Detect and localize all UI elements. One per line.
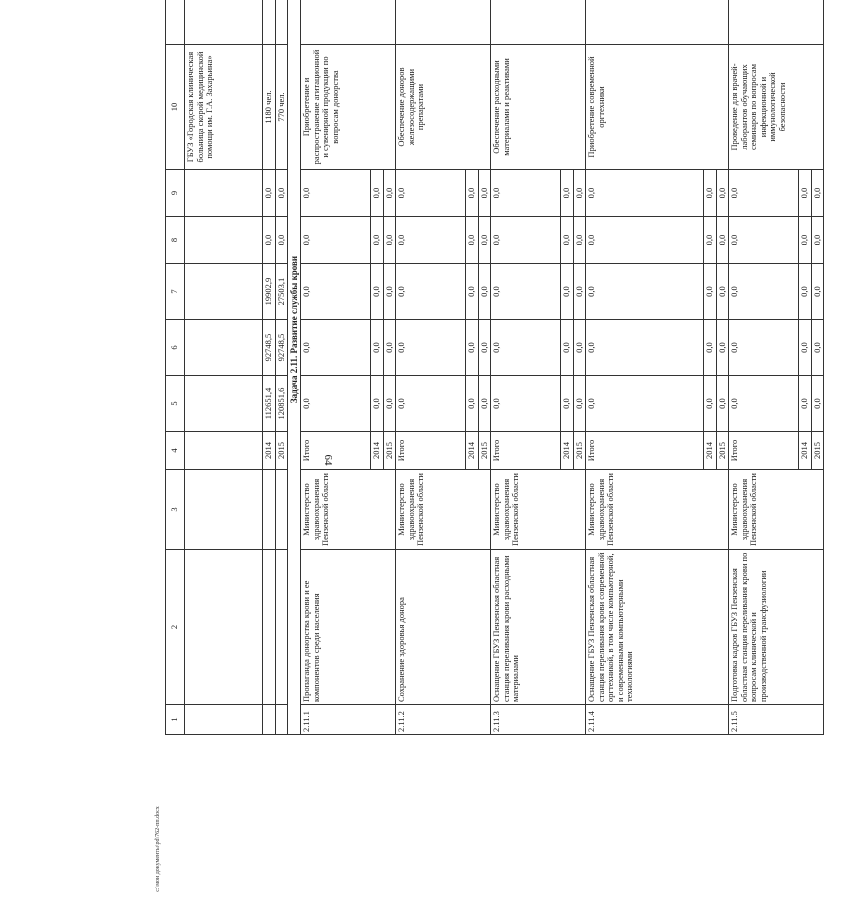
measure-number: 2.11.2 — [396, 705, 491, 735]
value-cell-v7 — [185, 264, 263, 320]
value-cell-v8: 0,0 — [729, 217, 799, 264]
measure-executor: Министерство здравоохранения Пензенской области — [586, 470, 729, 550]
measure-executor: Министерство здравоохранения Пензенской области — [491, 470, 586, 550]
measure-name: Подготовка кадров ГБУЗ Пензенская областная станция переливания крови по вопросам клинической и производственной трансфузиологии — [729, 550, 824, 705]
year-cell: Итого — [301, 432, 371, 470]
value-cell-v9: 0,0 — [383, 170, 396, 217]
measure-result: Обеспечение расходными материалами и реактивами — [491, 45, 586, 170]
table-row — [301, 0, 371, 735]
year-cell: 2015 — [275, 432, 288, 470]
value-cell-v5: 0,0 — [561, 376, 574, 432]
table-row — [396, 0, 466, 735]
year-cell: 2014 — [799, 432, 812, 470]
table-row — [729, 0, 799, 735]
year-cell: Итого — [729, 432, 799, 470]
indicator-cell — [263, 0, 276, 45]
value-cell-v6: 0,0 — [491, 320, 561, 376]
executor-cell — [275, 470, 288, 550]
measure-name: Оснащение ГБУЗ Пензенская областная станция переливания крови расходными материалами — [491, 550, 586, 705]
rotated-table-container — [165, 0, 822, 735]
value-cell-v8: 0,0 — [301, 217, 371, 264]
value-cell-v8: 0,0 — [396, 217, 466, 264]
value-cell-v8: 0,0 — [704, 217, 717, 264]
value-cell-v8: 0,0 — [478, 217, 491, 264]
value-cell-v9: 0,0 — [586, 170, 704, 217]
value-cell-v9: 0,0 — [811, 170, 824, 217]
table-row — [263, 0, 276, 735]
measure-executor: Министерство здравоохранения Пензенской области — [396, 470, 491, 550]
result-cell: 770 чел. — [275, 45, 288, 170]
value-cell-v6: 0,0 — [383, 320, 396, 376]
measure-indicator — [729, 0, 824, 45]
value-cell-v9: 0,0 — [371, 170, 384, 217]
value-cell-v5: 112651,4 — [263, 376, 276, 432]
table-row — [185, 0, 263, 735]
year-cell: Итого — [586, 432, 704, 470]
value-cell-v9: 0,0 — [716, 170, 729, 217]
value-cell-v5: 0,0 — [491, 376, 561, 432]
value-cell-v9 — [185, 170, 263, 217]
result-cell: ГБУЗ «Городская клиническая больница скорой медицинской помощи им. Г.А. Захарьина» — [185, 45, 263, 170]
value-cell-v8: 0,0 — [466, 217, 479, 264]
table-row — [275, 0, 288, 735]
program-table — [165, 0, 824, 735]
year-cell: Итого — [491, 432, 561, 470]
value-cell-v7: 0,0 — [478, 264, 491, 320]
value-cell-v5: 0,0 — [301, 376, 371, 432]
name-cell — [263, 550, 276, 705]
value-cell-v9: 0,0 — [301, 170, 371, 217]
value-cell-v9: 0,0 — [466, 170, 479, 217]
value-cell-v5 — [185, 376, 263, 432]
year-cell: 2014 — [263, 432, 276, 470]
file-path-footer: c:\мои документы\pd\762-пп.docx — [155, 806, 161, 892]
column-number-4: 4 — [166, 432, 185, 470]
value-cell-v5: 0,0 — [586, 376, 704, 432]
value-cell-v6: 0,0 — [478, 320, 491, 376]
column-number-5: 5 — [166, 376, 185, 432]
year-cell: 2015 — [716, 432, 729, 470]
value-cell-v7: 0,0 — [716, 264, 729, 320]
column-number-3: 3 — [166, 470, 185, 550]
year-cell: Итого — [396, 432, 466, 470]
value-cell-v6: 0,0 — [396, 320, 466, 376]
value-cell-v6: 0,0 — [371, 320, 384, 376]
value-cell-v6: 0,0 — [704, 320, 717, 376]
value-cell-v6: 0,0 — [466, 320, 479, 376]
value-cell-v8: 0,0 — [383, 217, 396, 264]
value-cell-v9: 0,0 — [263, 170, 276, 217]
measure-name: Оснащение ГБУЗ Пензенская областная станция переливания крови современной оргтехникой, в том числе компьютерной, и современными компьютерными технологиями — [586, 550, 729, 705]
value-cell-v6: 92748,5 — [263, 320, 276, 376]
table-body — [185, 0, 824, 735]
table-row — [586, 0, 704, 735]
value-cell-v6: 92748,5 — [275, 320, 288, 376]
value-cell-v9: 0,0 — [799, 170, 812, 217]
value-cell-v8 — [185, 217, 263, 264]
measure-number: 2.11.4 — [586, 705, 729, 735]
value-cell-v8: 0,0 — [263, 217, 276, 264]
measure-executor: Министерство здравоохранения Пензенской области — [729, 470, 824, 550]
value-cell-v9: 0,0 — [478, 170, 491, 217]
value-cell-v7: 0,0 — [573, 264, 586, 320]
year-cell: 2014 — [466, 432, 479, 470]
number-cell — [185, 705, 263, 735]
measure-indicator — [491, 0, 586, 45]
value-cell-v8: 0,0 — [491, 217, 561, 264]
column-number-row — [166, 0, 185, 735]
year-cell: 2015 — [478, 432, 491, 470]
result-cell: 1180 чел. — [263, 45, 276, 170]
measure-indicator — [586, 0, 729, 45]
value-cell-v9: 0,0 — [729, 170, 799, 217]
task-title: Задача 2.11. Развитие службы крови — [288, 0, 301, 735]
value-cell-v5: 0,0 — [396, 376, 466, 432]
column-number-1: 1 — [166, 705, 185, 735]
value-cell-v6: 0,0 — [716, 320, 729, 376]
measure-name: Сохранение здоровья донора — [396, 550, 491, 705]
value-cell-v6: 0,0 — [561, 320, 574, 376]
value-cell-v6: 0,0 — [799, 320, 812, 376]
value-cell-v5: 0,0 — [799, 376, 812, 432]
measure-number: 2.11.3 — [491, 705, 586, 735]
column-number-10: 10 — [166, 45, 185, 170]
value-cell-v7: 0,0 — [811, 264, 824, 320]
value-cell-v7: 19902,9 — [263, 264, 276, 320]
page-number: 64 — [322, 454, 334, 466]
value-cell-v5: 120851,6 — [275, 376, 288, 432]
indicator-cell — [275, 0, 288, 45]
value-cell-v8: 0,0 — [799, 217, 812, 264]
value-cell-v7: 0,0 — [586, 264, 704, 320]
column-number-9: 9 — [166, 170, 185, 217]
value-cell-v9: 0,0 — [561, 170, 574, 217]
value-cell-v5: 0,0 — [704, 376, 717, 432]
value-cell-v5: 0,0 — [478, 376, 491, 432]
value-cell-v9: 0,0 — [275, 170, 288, 217]
column-number-7: 7 — [166, 264, 185, 320]
year-cell: 2015 — [573, 432, 586, 470]
measure-name: Пропаганда донорства крови и ее компонентов среди населения — [301, 550, 396, 705]
year-cell: 2014 — [371, 432, 384, 470]
value-cell-v7: 0,0 — [466, 264, 479, 320]
number-cell — [263, 705, 276, 735]
value-cell-v9: 0,0 — [704, 170, 717, 217]
measure-result: Обеспечение доноров железосодержащими препаратами — [396, 45, 491, 170]
value-cell-v7: 0,0 — [383, 264, 396, 320]
value-cell-v9: 0,0 — [491, 170, 561, 217]
value-cell-v5: 0,0 — [716, 376, 729, 432]
value-cell-v7: 0,0 — [396, 264, 466, 320]
value-cell-v5: 0,0 — [729, 376, 799, 432]
year-cell: 2015 — [811, 432, 824, 470]
value-cell-v5: 0,0 — [371, 376, 384, 432]
measure-result: Проведение для врачей-лаборантов обучающих семинаров по вопросам инфекционной и иммунологической безопасности — [729, 45, 824, 170]
table-row — [491, 0, 561, 735]
executor-cell — [263, 470, 276, 550]
year-cell — [185, 432, 263, 470]
rotated-table-wrapper — [50, 40, 860, 732]
column-number-11 — [166, 0, 185, 45]
value-cell-v7: 0,0 — [561, 264, 574, 320]
value-cell-v6: 0,0 — [811, 320, 824, 376]
value-cell-v9: 0,0 — [396, 170, 466, 217]
value-cell-v7: 0,0 — [301, 264, 371, 320]
value-cell-v7: 0,0 — [704, 264, 717, 320]
value-cell-v8: 0,0 — [275, 217, 288, 264]
value-cell-v8: 0,0 — [371, 217, 384, 264]
name-cell — [275, 550, 288, 705]
indicator-cell — [185, 0, 263, 45]
measure-result: Приобретение и распространение агитационной и сувенирной продукции по вопросам донорства — [301, 45, 396, 170]
measure-indicator — [396, 0, 491, 45]
task-row — [288, 0, 301, 735]
value-cell-v5: 0,0 — [383, 376, 396, 432]
value-cell-v8: 0,0 — [561, 217, 574, 264]
executor-cell — [185, 470, 263, 550]
value-cell-v8: 0,0 — [811, 217, 824, 264]
value-cell-v6: 0,0 — [586, 320, 704, 376]
measure-number: 2.11.1 — [301, 705, 396, 735]
value-cell-v7: 0,0 — [491, 264, 561, 320]
value-cell-v8: 0,0 — [586, 217, 704, 264]
value-cell-v5: 0,0 — [573, 376, 586, 432]
value-cell-v5: 0,0 — [466, 376, 479, 432]
measure-indicator — [301, 0, 396, 45]
column-number-6: 6 — [166, 320, 185, 376]
year-cell: 2015 — [383, 432, 396, 470]
value-cell-v7: 27503,1 — [275, 264, 288, 320]
value-cell-v6: 0,0 — [301, 320, 371, 376]
column-number-8: 8 — [166, 217, 185, 264]
value-cell-v8: 0,0 — [716, 217, 729, 264]
value-cell-v6 — [185, 320, 263, 376]
number-cell — [275, 705, 288, 735]
year-cell: 2014 — [561, 432, 574, 470]
value-cell-v7: 0,0 — [799, 264, 812, 320]
year-cell: 2014 — [704, 432, 717, 470]
measure-result: Приобретение современной оргтехники — [586, 45, 729, 170]
value-cell-v8: 0,0 — [573, 217, 586, 264]
measure-number: 2.11.5 — [729, 705, 824, 735]
column-number-2: 2 — [166, 550, 185, 705]
value-cell-v5: 0,0 — [811, 376, 824, 432]
value-cell-v9: 0,0 — [573, 170, 586, 217]
name-cell — [185, 550, 263, 705]
measure-executor: Министерство здравоохранения Пензенской области — [301, 470, 396, 550]
value-cell-v6: 0,0 — [729, 320, 799, 376]
value-cell-v6: 0,0 — [573, 320, 586, 376]
value-cell-v7: 0,0 — [729, 264, 799, 320]
value-cell-v7: 0,0 — [371, 264, 384, 320]
